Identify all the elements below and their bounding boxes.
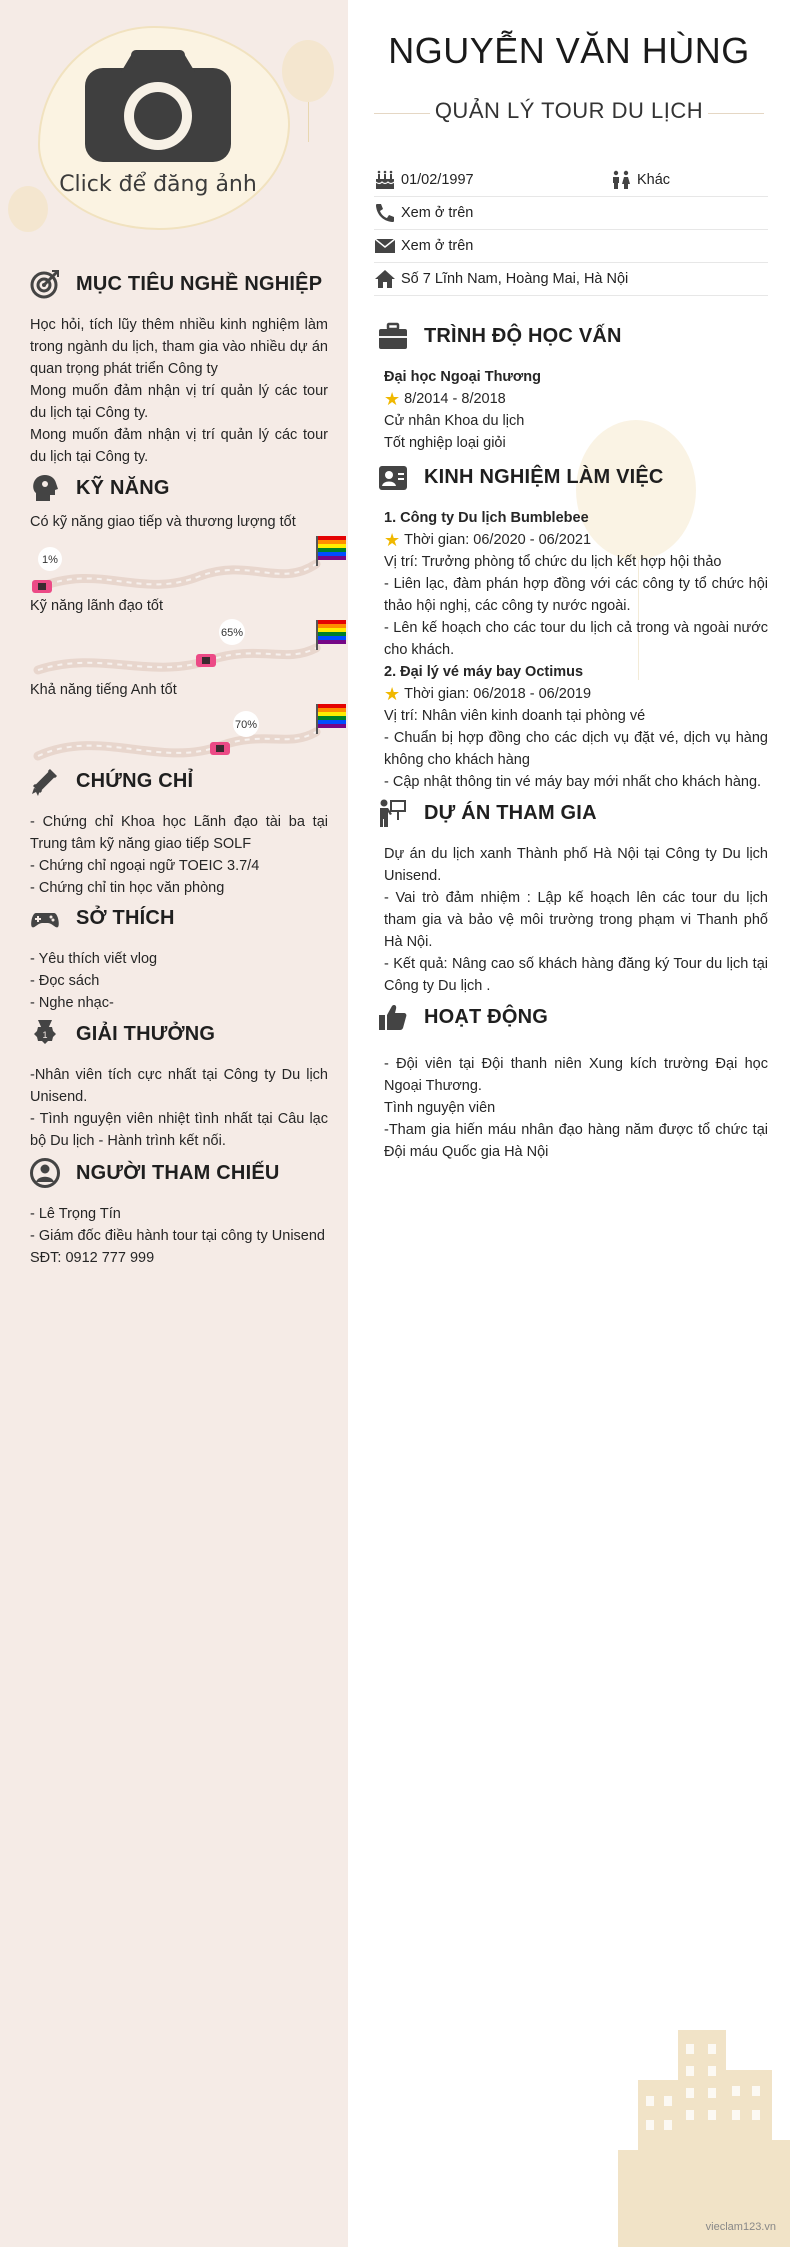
- briefcase-icon: [378, 321, 408, 351]
- id-badge-icon: [378, 462, 408, 492]
- award-line: - Tình nguyện viên nhiệt tình nhất tại Câu lạc bộ Du lịch - Hành trình kết nối.: [30, 1111, 328, 1149]
- contact-row-email: [374, 230, 768, 263]
- education-result: Tốt nghiệp loại giỏi: [384, 435, 506, 451]
- email-value: Xem ở trên: [401, 238, 474, 254]
- user-icon: [30, 1158, 60, 1188]
- job-line: - Chuẩn bị hợp đồng cho các dịch vụ đặt vé, dịch vụ hàng không cho khách hàng: [384, 730, 768, 768]
- job-company: 2. Đại lý vé máy bay Octimus: [384, 664, 584, 680]
- left-sidebar: [0, 0, 348, 2247]
- star-icon: ★: [384, 389, 401, 409]
- project-line: - Kết quả: Nâng cao số khách hàng đăng ký Tour du lịch tại Công ty Du lịch .: [384, 956, 768, 994]
- candidate-name: NGUYỄN VĂN HÙNG: [388, 30, 750, 71]
- skill-car: [32, 580, 52, 593]
- hobbies-section: [30, 900, 328, 1014]
- certificate-line: - Chứng chỉ ngoại ngữ TOEIC 3.7/4: [30, 858, 260, 874]
- role-header: [374, 98, 764, 128]
- job-line: Vị trí: Nhân viên kinh doanh tại phòng vé: [384, 708, 646, 724]
- school-name: Đại học Ngoại Thương: [384, 369, 541, 385]
- contact-row-phone: [374, 197, 768, 230]
- contact-row-address: [374, 263, 768, 296]
- education-title: TRÌNH ĐỘ HỌC VẤN: [424, 324, 622, 347]
- birthday-value: 01/02/1997: [401, 172, 474, 188]
- certificates-section: [30, 763, 328, 899]
- phone-icon: [374, 203, 396, 223]
- job-company: 1. Công ty Du lịch Bumblebee: [384, 510, 589, 526]
- skills-title: KỸ NĂNG: [76, 476, 170, 499]
- target-icon: [30, 269, 60, 299]
- skill-car: [196, 654, 216, 667]
- activity-line: Tình nguyện viên: [384, 1100, 496, 1116]
- objective-section: [30, 266, 328, 468]
- activities-section: [384, 999, 768, 1163]
- references-title: NGƯỜI THAM CHIẾU: [76, 1161, 280, 1184]
- certificates-title: CHỨNG CHỈ: [76, 769, 194, 792]
- certificate-line: - Chứng chỉ Khoa học Lãnh đạo tài ba tại Trung tâm kỹ năng giao tiếp SOLF: [30, 814, 328, 852]
- reference-line: SĐT: 0912 777 999: [30, 1250, 155, 1266]
- job-line: - Lên kế hoạch cho các tour du lịch cả trong và ngoài nước cho khách.: [384, 620, 768, 658]
- job-period: Thời gian: 06/2018 - 06/2019: [404, 686, 592, 702]
- education-section: [384, 318, 768, 454]
- skill-percent: 65%: [220, 627, 244, 639]
- education-major: Cử nhân Khoa du lịch: [384, 413, 525, 429]
- skill-item: [30, 514, 348, 610]
- job-line: - Cập nhật thông tin vé máy bay mới nhất cho khách hàng.: [384, 774, 762, 790]
- reference-line: - Giám đốc điều hành tour tại công ty Unisend: [30, 1228, 325, 1244]
- skill-name: Kỹ năng lãnh đạo tốt: [30, 598, 164, 614]
- footer-brand: vieclam123.vn: [705, 2221, 776, 2233]
- balloon-decoration: [8, 186, 48, 232]
- reference-line: - Lê Trọng Tín: [30, 1206, 121, 1222]
- balloon-string: [308, 102, 309, 142]
- skill-car: [210, 742, 230, 755]
- skill-name: Khả năng tiếng Anh tốt: [30, 682, 177, 698]
- project-line: - Vai trò đảm nhiệm : Lập kế hoạch lên các tour du lịch tham gia và bảo vệ môi trường trong phạm vi Thanh phố Hà Nội.: [384, 890, 768, 950]
- star-icon: ★: [384, 684, 401, 704]
- birthday-cake-icon: [374, 170, 396, 190]
- skill-percent: 1%: [42, 554, 58, 566]
- award-line: -Nhân viên tích cực nhất tại Công ty Du lịch Unisend.: [30, 1067, 328, 1105]
- objective-line: Học hỏi, tích lũy thêm nhiều kinh nghiệm làm trong ngành du lịch, tham gia vào nhiều dự án quan trọng phát triển Công ty: [30, 317, 328, 377]
- candidate-role: QUẢN LÝ TOUR DU LỊCH: [434, 98, 704, 123]
- phone-value: Xem ở trên: [401, 205, 474, 221]
- hobby-line: - Nghe nhạc-: [30, 995, 114, 1011]
- gamepad-icon: [30, 903, 60, 933]
- certificate-line: - Chứng chỉ tin học văn phòng: [30, 880, 225, 896]
- hobbies-title: SỞ THÍCH: [76, 906, 175, 929]
- main-content: [348, 0, 790, 2247]
- references-section: [30, 1155, 328, 1269]
- project-line: Dự án du lịch xanh Thành phố Hà Nội tại Công ty Du lịch Unisend.: [384, 846, 768, 884]
- svg-text:1: 1: [42, 1030, 48, 1040]
- balloon-decoration: [282, 40, 334, 102]
- certificate-icon: [30, 766, 60, 796]
- star-icon: ★: [384, 530, 401, 550]
- photo-upload[interactable]: [48, 40, 268, 220]
- skill-name: Có kỹ năng giao tiếp và thương lượng tốt: [30, 514, 296, 530]
- activities-title: HOẠT ĐỘNG: [424, 1005, 549, 1028]
- medal-icon: [30, 1019, 60, 1049]
- gender-icon: [610, 170, 632, 190]
- activity-line: - Đội viên tại Đội thanh niên Xung kích trường Đại học Ngoại Thương.: [384, 1056, 768, 1094]
- skill-item: [30, 598, 348, 694]
- flag-icon: [316, 536, 346, 566]
- education-period: 8/2014 - 8/2018: [404, 391, 506, 407]
- flag-icon: [316, 620, 346, 650]
- hobby-line: - Yêu thích viết vlog: [30, 951, 158, 967]
- experience-title: KINH NGHIỆM LÀM VIỆC: [424, 465, 664, 488]
- home-icon: [374, 269, 396, 289]
- photo-upload-label: Click để đăng ảnh: [59, 172, 257, 197]
- experience-section: [384, 459, 768, 793]
- flag-icon: [316, 704, 346, 734]
- awards-section: [30, 1016, 328, 1152]
- projects-title: DỰ ÁN THAM GIA: [424, 801, 597, 824]
- gender-value: Khác: [637, 172, 671, 188]
- thumbs-up-icon: [378, 1002, 408, 1032]
- presentation-icon: [378, 798, 408, 828]
- awards-title: GIẢI THƯỞNG: [76, 1022, 216, 1045]
- envelope-icon: [374, 236, 396, 256]
- skill-percent: 70%: [234, 719, 258, 731]
- job-period: Thời gian: 06/2020 - 06/2021: [404, 532, 592, 548]
- job-line: Vị trí: Trưởng phòng tổ chức du lịch kết hợp hội thảo: [384, 554, 722, 570]
- address-value: Số 7 Lĩnh Nam, Hoàng Mai, Hà Nội: [401, 271, 629, 287]
- projects-section: [384, 795, 768, 997]
- objective-title: MỤC TIÊU NGHỀ NGHIỆP: [76, 272, 323, 295]
- contact-row-birthday: [374, 164, 768, 197]
- hobby-line: - Đọc sách: [30, 973, 100, 989]
- camera-icon: [85, 50, 231, 162]
- objective-line: Mong muốn đảm nhận vị trí quản lý các tour du lịch tại Công ty.: [30, 427, 328, 465]
- skills-section-header: [30, 470, 328, 506]
- brain-head-icon: [30, 473, 60, 503]
- job-line: - Liên lạc, đàm phán hợp đồng với các công ty tổ chức hội thảo hội nghị, các công ty nước ngoài.: [384, 576, 768, 614]
- city-buildings-decoration: [618, 2020, 790, 2247]
- objective-line: Mong muốn đảm nhận vị trí quản lý các tour du lịch tại Công ty.: [30, 383, 328, 421]
- activity-line: -Tham gia hiến máu nhân đạo hàng năm được tổ chức tại Đội máu Quốc gia Hà Nội: [384, 1122, 768, 1160]
